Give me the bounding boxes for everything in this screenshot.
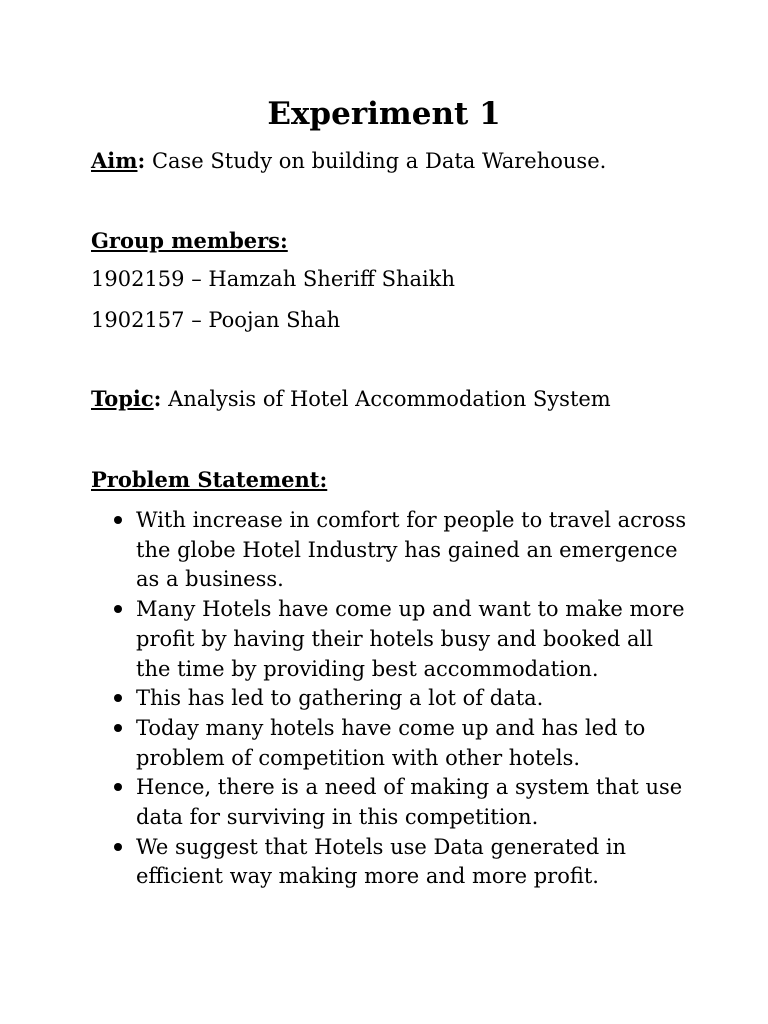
list-item xyxy=(91,506,691,595)
problem-statement-heading xyxy=(91,465,327,495)
bullet-text: Hence, there is a need of making a system that use data for surviving in this competition. xyxy=(136,775,683,830)
bullet-icon xyxy=(114,605,122,613)
aim-text: Case Study on building a Data Warehouse. xyxy=(145,149,607,173)
bullet-text: With increase in comfort for people to travel across the globe Hotel Industry has gained an emergence as a business. xyxy=(136,508,687,592)
list-item xyxy=(91,714,691,773)
list-item xyxy=(91,595,691,684)
list-item xyxy=(91,684,691,714)
bullet-text: Today many hotels have come up and has led to problem of competition with other hotels. xyxy=(136,715,646,770)
bullet-text: Many Hotels have come up and want to make more profit by having their hotels busy and booked all the time by providing best accommodation. xyxy=(136,597,685,681)
bullet-icon xyxy=(114,694,122,702)
topic-text: Analysis of Hotel Accommodation System xyxy=(161,387,611,411)
page-title: Experiment 1 xyxy=(267,96,501,132)
aim-colon: : xyxy=(137,148,146,173)
group-members-heading xyxy=(91,226,288,256)
aim-label: Aim xyxy=(91,148,138,173)
group-member-2: 1902157 – Poojan Shah xyxy=(91,308,341,332)
topic-line xyxy=(91,384,611,414)
bullet-icon xyxy=(114,783,122,791)
list-item xyxy=(91,773,691,832)
problem-statement-label: Problem Statement: xyxy=(91,467,328,492)
group-members-label: Group members: xyxy=(91,228,288,253)
bullet-text: This has led to gathering a lot of data. xyxy=(136,686,544,711)
bullet-icon xyxy=(114,516,122,524)
list-item xyxy=(91,833,691,892)
bullet-icon xyxy=(114,843,122,851)
topic-label: Topic xyxy=(91,386,154,411)
problem-bullet-list xyxy=(91,506,691,892)
group-member-1: 1902159 – Hamzah Sheriff Shaikh xyxy=(91,267,455,291)
topic-colon: : xyxy=(153,386,162,411)
bullet-icon xyxy=(114,724,122,732)
bullet-text: We suggest that Hotels use Data generated in efficient way making more and more profit. xyxy=(136,834,627,889)
aim-line xyxy=(91,146,606,176)
